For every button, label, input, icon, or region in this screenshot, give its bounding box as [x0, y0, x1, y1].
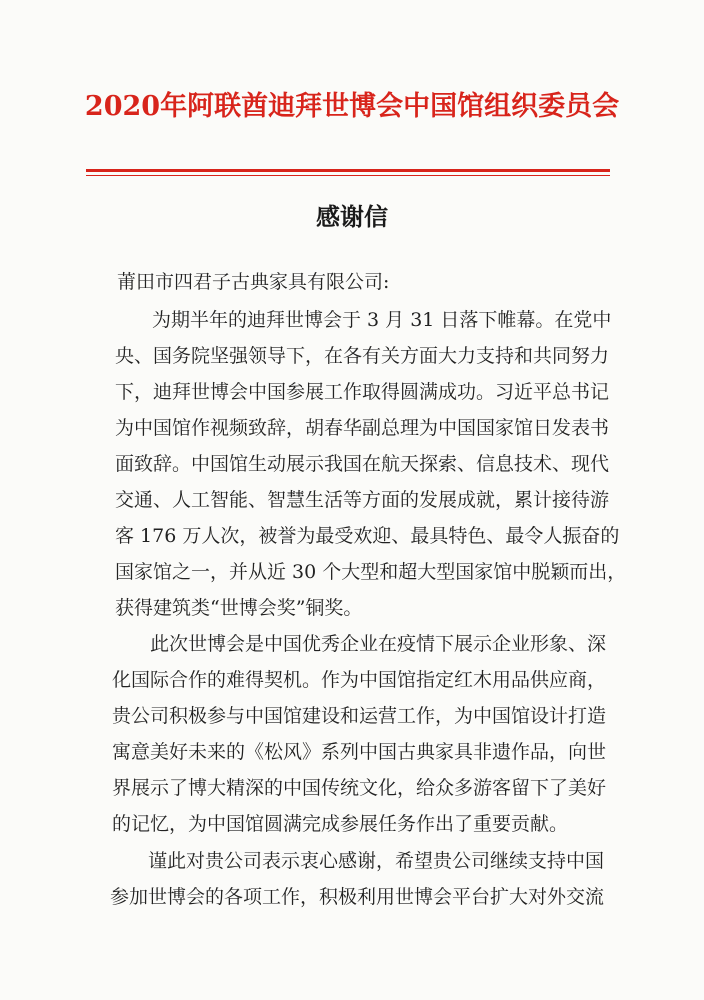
paragraph-1-line: 交通、人工智能、智慧生活等方面的发展成就，累计接待游 — [115, 489, 610, 511]
paragraph-2-line: 界展示了博大精深的中国传统文化，给众多游客留下了美好 — [112, 777, 607, 799]
paragraph-2-line: 贵公司积极参与中国馆建设和运营工作，为中国馆设计打造 — [112, 705, 607, 727]
organization-header: 2020年阿联酋迪拜世博会中国馆组织委员会 — [84, 91, 620, 122]
paragraph-1-line: 央、国务院坚强领导下，在各有关方面大力支持和共同努力 — [115, 345, 610, 367]
paragraph-1-line: 国家馆之一，并从近 30 个大型和超大型国家馆中脱颖而出， — [115, 561, 627, 583]
header-divider-thin — [86, 175, 610, 176]
paragraph-2-line: 此次世博会是中国优秀企业在疫情下展示企业形象、深 — [150, 633, 607, 655]
paragraph-1-line: 为中国馆作视频致辞，胡春华副总理为中国国家馆日发表书 — [115, 417, 610, 439]
paragraph-2-line: 化国际合作的难得契机。作为中国馆指定红木用品供应商， — [112, 669, 607, 691]
letter-title: 感谢信 — [316, 202, 388, 231]
paragraph-1-line: 面致辞。中国馆生动展示我国在航天探索、信息技术、现代 — [115, 453, 610, 475]
paragraph-2-line: 寓意美好未来的《松风》系列中国古典家具非遗作品，向世 — [112, 741, 607, 763]
paragraph-1-line: 获得建筑类“世博会奖”铜奖。 — [115, 597, 363, 619]
paragraph-3-line: 谨此对贵公司表示衷心感谢，希望贵公司继续支持中国 — [148, 850, 605, 872]
paragraph-3-line: 参加世博会的各项工作，积极利用世博会平台扩大对外交流 — [110, 886, 605, 908]
paragraph-1-line: 为期半年的迪拜世博会于 3 月 31 日落下帷幕。在党中 — [152, 309, 612, 331]
paragraph-2-line: 的记忆，为中国馆圆满完成参展任务作出了重要贡献。 — [112, 813, 569, 835]
paragraph-1-line: 客 176 万人次，被誉为最受欢迎、最具特色、最令人振奋的 — [115, 525, 620, 547]
header-divider-thick — [86, 169, 610, 172]
salutation: 莆田市四君子古典家具有限公司: — [117, 271, 390, 293]
paragraph-1-line: 下，迪拜世博会中国参展工作取得圆满成功。习近平总书记 — [115, 381, 610, 403]
